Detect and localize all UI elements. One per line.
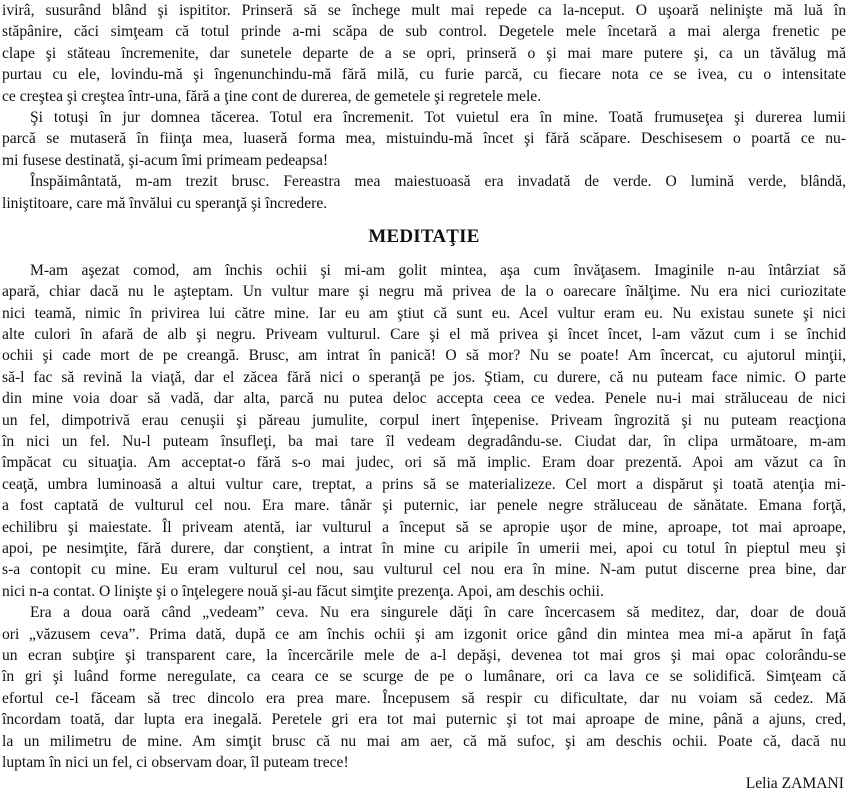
text-line: un ecran subţire şi transparent care, la încercările mele de a-l depăşi, devenea tot mai gros şi mai opac colorându-se bbox=[2, 646, 846, 664]
text-line: apară, chiar dacă nu le aşteptam. Un vultur mare şi negru mă privea de la o oarecare înălţime. Nu era nici curiozitate bbox=[2, 283, 846, 301]
text-line: apoi, pe nesimţite, fără durere, dar conştient, a intrat în mine cu aripile în umerii mei, apoi cu totul în pieptul meu şi bbox=[2, 539, 846, 557]
text-line: efortul ce-l făceam să trec dincolo era prea mare. Începusem să respir cu dificultate, dar nu voiam să cedez. Mă bbox=[2, 689, 846, 707]
document-page bbox=[2, 0, 846, 795]
text-line: clape şi stăteau încremenite, dar sunetele departe de a se opri, prinseră o şi mai mare putere şi, ca un tăvălug mă bbox=[2, 44, 846, 62]
text-line: împăcat cu situaţia. Am acceptat-o fără s-o mai judec, ori să mă implic. Eram doar prezentă. Apoi am văzut ca în bbox=[2, 454, 846, 472]
text-line: din mine voia doar să vadă, dar alta, parcă nu putea deloc accepta ceea ce vedea. Penele nu-i mai străluceau de nici bbox=[2, 390, 846, 408]
text-line: mi fusese destinată, şi-acum îmi primeam pedeapsa! bbox=[2, 151, 329, 169]
text-line: purtau cu ele, lovindu-mă şi îngenunchindu-mă fără milă, cu furie parcă, cu fiecare nota ce se ivea, cu o intensitate bbox=[2, 66, 846, 84]
text-line: Şi totuşi în jur domnea tăcerea. Totul era încremenit. Tot vuietul era în mine. Toată frumuseţea şi durerea lumii bbox=[30, 108, 846, 126]
text-line: ce creştea şi creştea într-una, fără a ţine cont de durerea, de gemetele şi regretele mele. bbox=[2, 87, 542, 105]
text-line: echilibru şi maiestate. Îl priveam atentă, iar vulturul a început să se apropie uşor de mine, aproape, tot mai aproape, bbox=[2, 518, 846, 536]
text-line: în nici un fel. Nu-l puteam însufleţi, ba mai tare îl vedeam degradându-se. Ciudat dar, în clipa următoare, m-am bbox=[2, 433, 846, 451]
text-line: M-am aşezat comod, am închis ochii şi mi-am golit mintea, aşa cum învăţasem. Imaginile n-au întârziat să bbox=[30, 261, 846, 279]
text-line: în gri şi luând forme neregulate, ca ceara ce se scurge de pe o lumânare, ori ca lava ce se solidifică. Simţeam că bbox=[2, 668, 846, 686]
text-line: nici teamă, nimic în privirea lui către mine. Iar eu am ştiut că sunt eu. Acel vultur eram eu. Nu existau sunete şi nici bbox=[2, 304, 846, 322]
text-line: parcă se mutaseră în fiinţa mea, luaseră forma mea, mistuindu-mă încet şi fără scăpare. Deschisesem o poartă ce nu- bbox=[2, 130, 846, 148]
story-section-2 bbox=[2, 260, 846, 773]
text-line: încordam toată, dar lupta era inegală. Peretele gri era tot mai puternic şi tot mai aproape de mine, până a ajuns, cred, bbox=[2, 711, 846, 729]
text-line: a fost captată de vulturul cel nou. Era mare. tânăr şi puternic, iar penele negre străluceau de sănătate. Emana forţă, bbox=[2, 497, 846, 515]
text-line: ochii şi cade mort de pe creangă. Brusc, am intrat în panică! O să mor? Nu se poate! Am încercat, cu ajutorul minţii, bbox=[2, 347, 846, 365]
text-line: luptam în nici un fel, ci observam doar, îl puteam trece! bbox=[2, 753, 349, 771]
text-line: stăpânire, căci simţeam că totul prinde a-mi scăpa de sub control. Degetele mele încetară a mai alerga frenetic pe bbox=[2, 23, 846, 41]
text-line: ori „văzusem ceva”. Prima dată, după ce am închis ochii şi am izgonit orice gând din mintea mea mi-a apărut în faţă bbox=[2, 625, 846, 643]
text-line: un fel, dimpotrivă erau cenuşii şi păreau jumulite, corpul inert înţepenise. Priveam îngrozită şi nu puteam reacţiona bbox=[2, 411, 846, 429]
text-line: Înspăimântată, m-am trezit brusc. Fereastra mea maiestuoasă era invadată de verde. O lumină verde, blândă, bbox=[30, 173, 846, 191]
author-signature: Lelia ZAMANI bbox=[745, 775, 844, 793]
text-line: Era a doua oară când „vedeam” ceva. Nu era singurele dăţi în care încercasem să meditez, dar, doar de două bbox=[30, 604, 846, 622]
section-heading: MEDITAŢIE bbox=[368, 225, 480, 247]
text-line: nici n-a contat. O linişte şi o înţelegere nouă şi-au făcut simţite prezenţa. Apoi, am deschis ochii. bbox=[2, 582, 604, 600]
text-line: la un milimetru de mine. Am simţit brusc că nu mai am aer, că mă sufoc, şi am deschis ochii. Poate că, dacă nu bbox=[2, 732, 846, 750]
text-line: alte culori în afară de alb şi negru. Priveam vulturul. Care şi el mă privea şi încet încet, l-am văzut cum i se închid bbox=[2, 326, 846, 344]
text-line: ivirâ, susurând blând şi ispititor. Prinseră să se închege mult mai repede ca la-nceput. O uşoară nelinişte mă luă în bbox=[2, 2, 846, 19]
text-line: să-l fac să revină la viaţă, dar el zăcea fără nici o speranţă pe jos. Ştiam, cu durere, că nu puteam face nimic. O parte bbox=[2, 368, 846, 386]
story-section-1 bbox=[2, 0, 846, 214]
text-line: s-a contopit cu mine. Eu eram vulturul cel nou, sau vulturul cel nou era în mine. N-am putut discerne prea bine, dar bbox=[2, 561, 846, 579]
text-line: ceaţă, umbra luminoasă a altui vultur care, treptat, a prins să se materializeze. Cel mort a dispărut şi toată atenţia mi- bbox=[2, 475, 846, 493]
text-line: liniştitoare, care mă învălui cu speranţă şi încredere. bbox=[2, 194, 328, 212]
